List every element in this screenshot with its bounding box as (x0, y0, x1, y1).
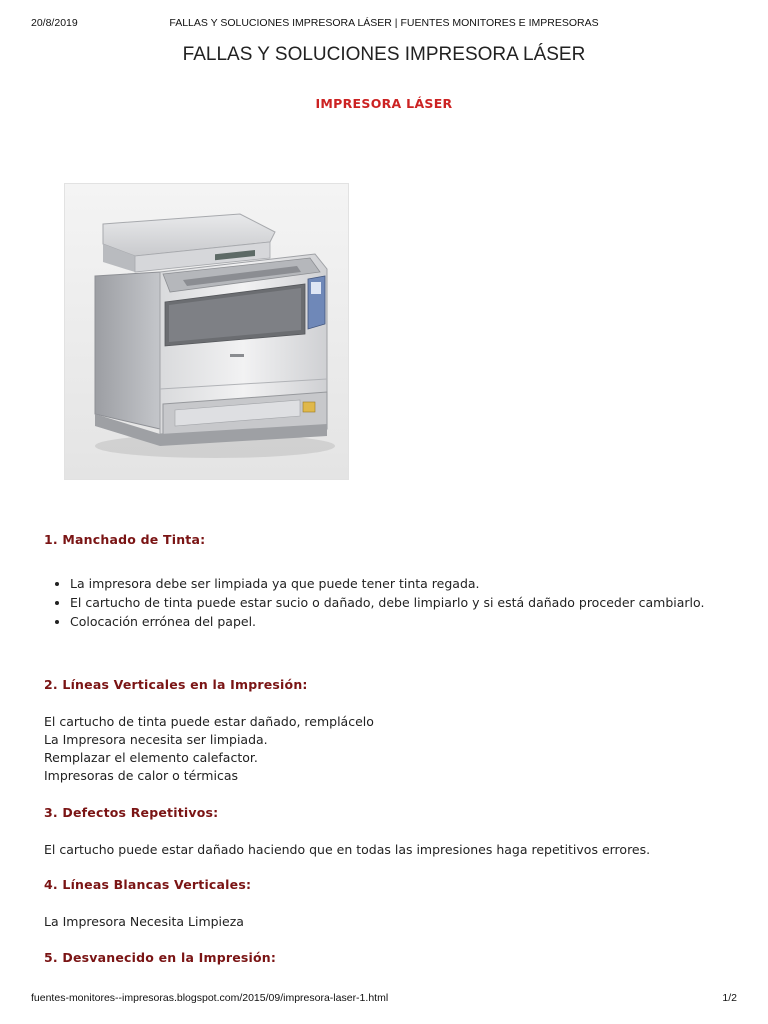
section-heading: IMPRESORA LÁSER (315, 96, 453, 111)
page-url[interactable]: fuentes-monitores--impresoras.blogspot.com/2015/09/impresora-laser-1.html (31, 992, 389, 1004)
list-item: • El cartucho de tinta puede estar sucio o dañado, debe limpiarlo y si está dañado proceder cambiarlo. (70, 593, 750, 612)
paragraph-line: La Impresora necesita ser limpiada. (44, 732, 268, 747)
post-title: FALLAS Y SOLUCIONES IMPRESORA LÁSER (182, 44, 586, 65)
paragraph-line: La Impresora Necesita Limpieza (44, 914, 244, 929)
paragraph-line: El cartucho puede estar dañado haciendo que en todas las impresiones haga repetitivos errores. (44, 842, 651, 857)
subheading-5: 5. Desvanecido en la Impresión: (44, 950, 277, 965)
laser-printer-photo (64, 183, 349, 480)
subheading-2: 2. Líneas Verticales en la Impresión: (44, 677, 308, 692)
subheading-3: 3. Defectos Repetitivos: (44, 805, 219, 820)
paragraph-line: Remplazar el elemento calefactor. (44, 750, 258, 765)
page-number: 1/2 (722, 992, 737, 1004)
subheading-1: 1. Manchado de Tinta: (44, 532, 206, 547)
paragraph-line: Impresoras de calor o térmicas (44, 768, 238, 783)
bullet-list (44, 574, 750, 631)
print-date: 20/8/2019 (31, 17, 78, 29)
list-item: • La impresora debe ser limpiada ya que puede tener tinta regada. (70, 574, 750, 593)
print-doc-title: FALLAS Y SOLUCIONES IMPRESORA LÁSER | FUENTES MONITORES E IMPRESORAS (169, 17, 599, 29)
paragraph-line: El cartucho de tinta puede estar dañado, remplácelo (44, 714, 374, 729)
laser-printer-illustration (65, 184, 348, 479)
subheading-4: 4. Líneas Blancas Verticales: (44, 877, 252, 892)
list-item: • Colocación errónea del papel. (70, 612, 750, 631)
